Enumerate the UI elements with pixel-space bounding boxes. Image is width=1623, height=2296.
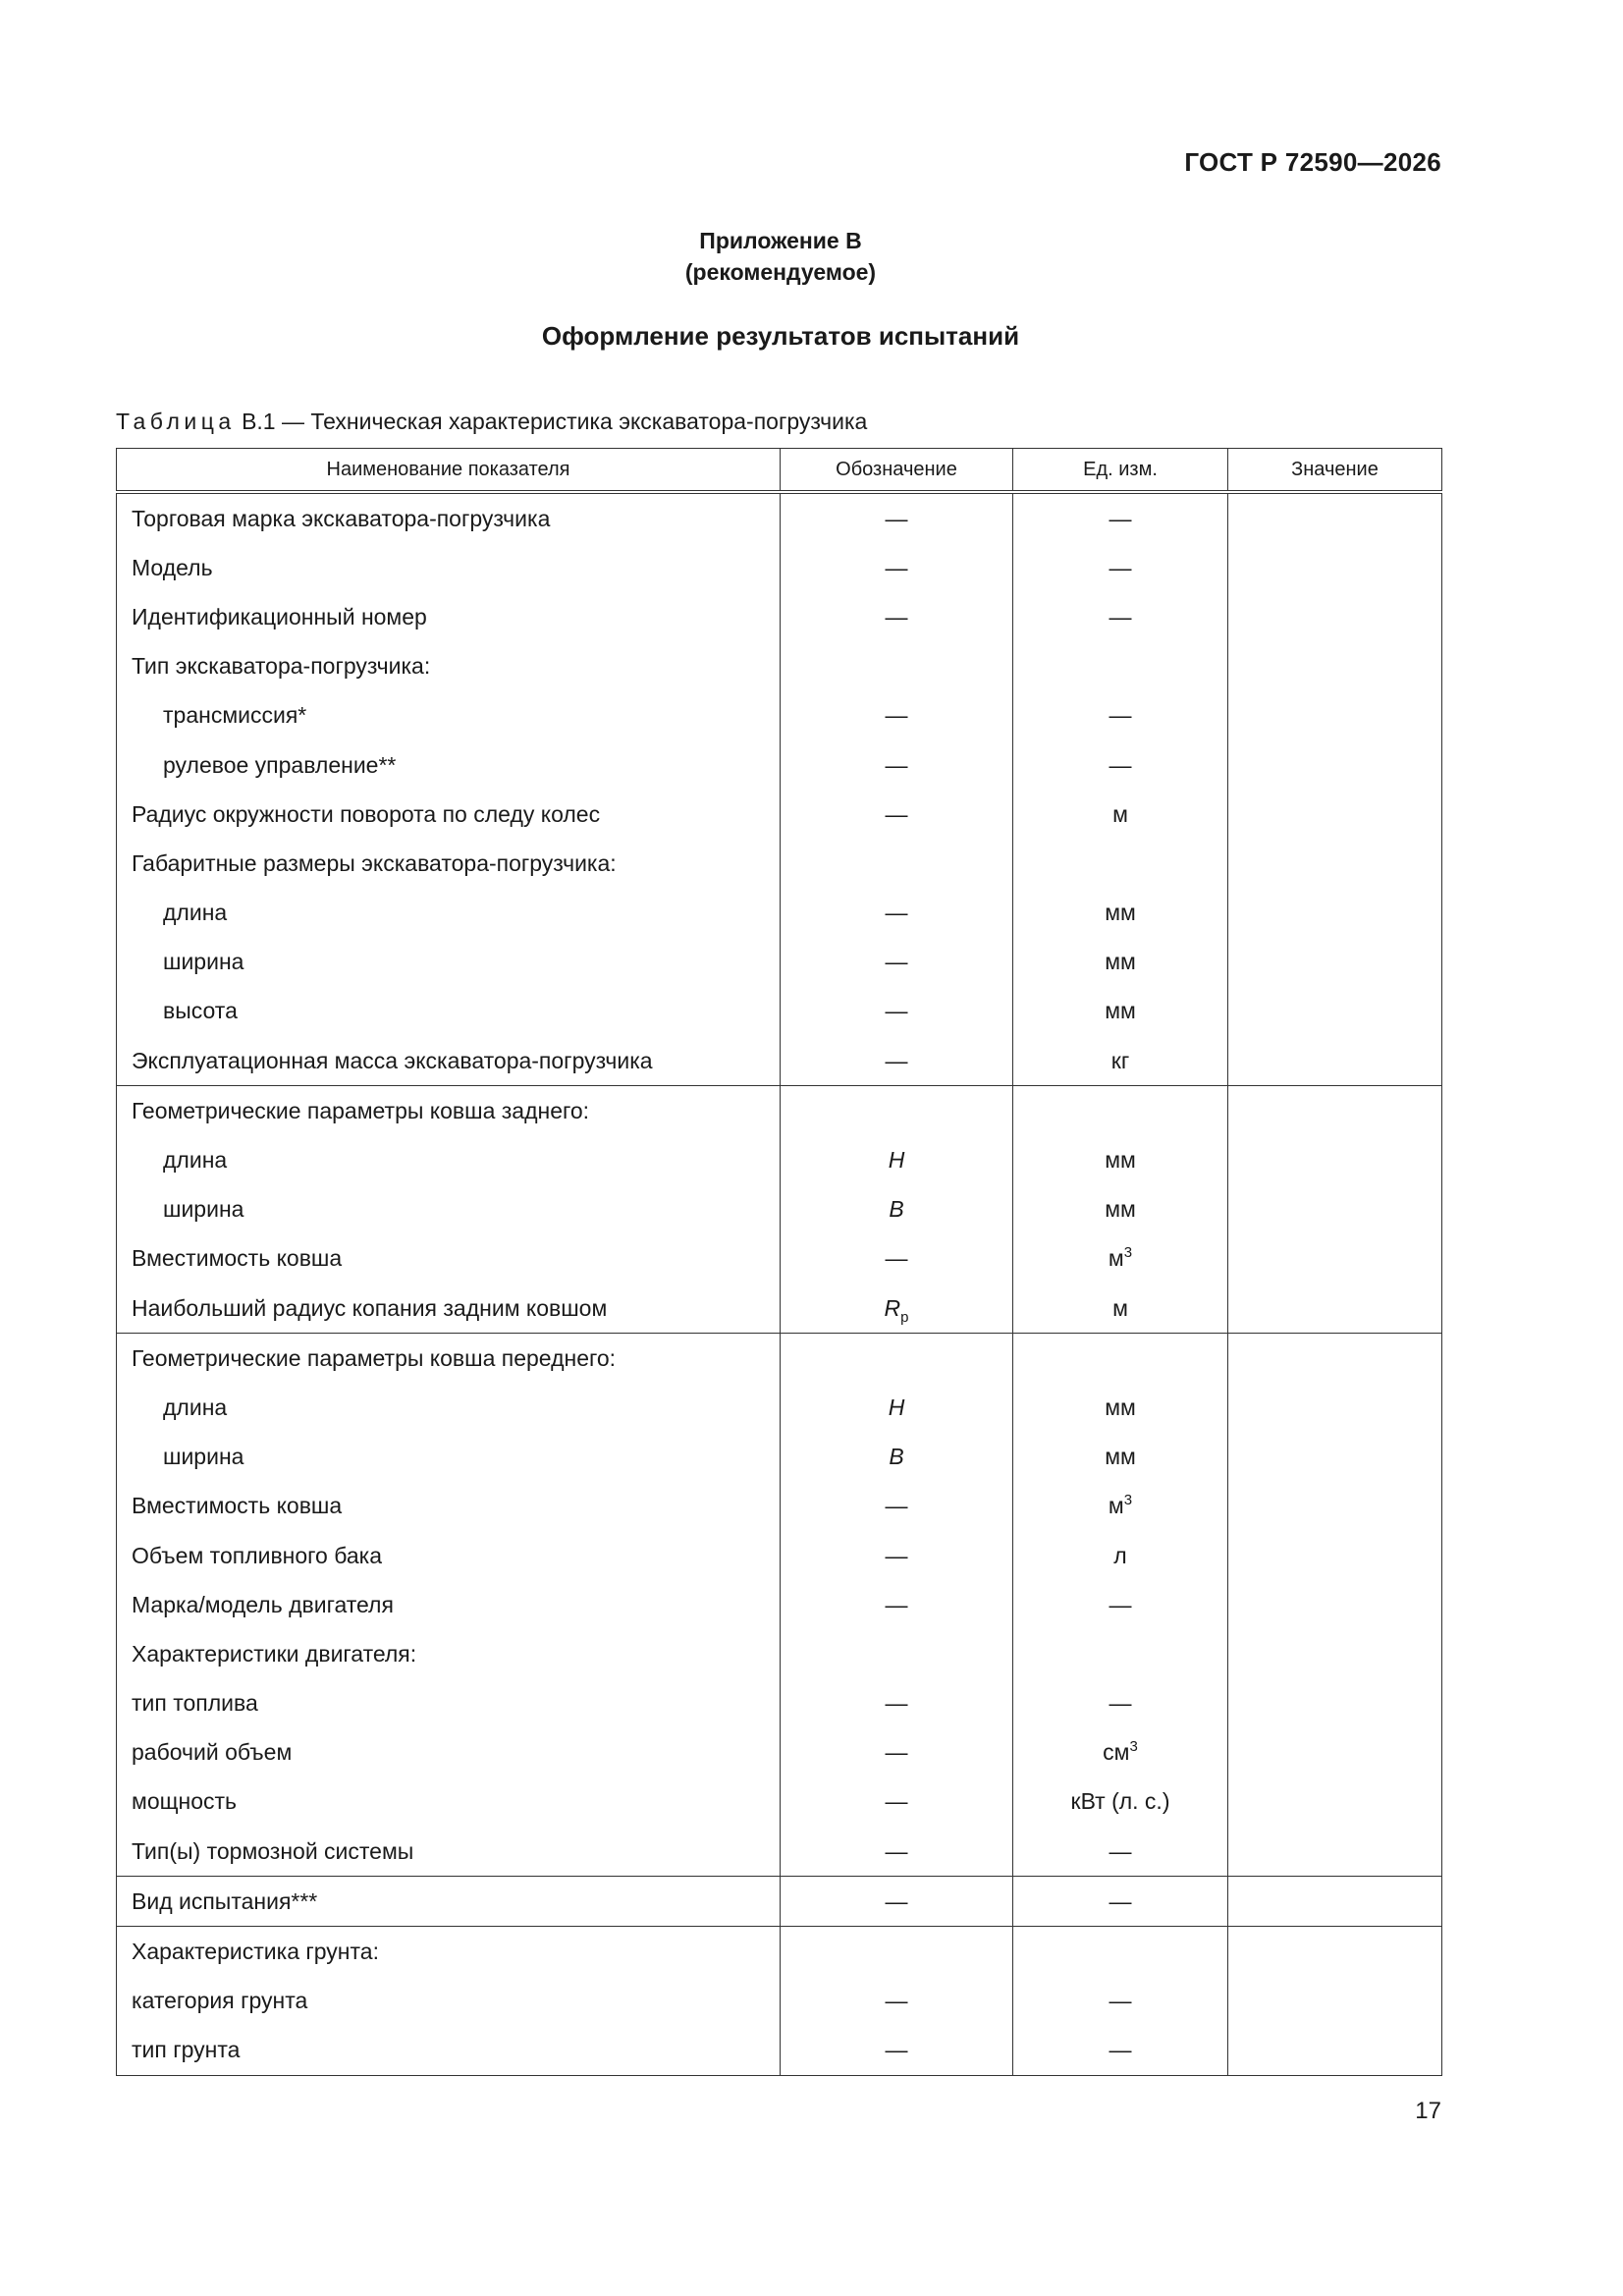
- symbol-text: —: [885, 505, 908, 531]
- cell-value: [1228, 1185, 1442, 1234]
- unit-text: мм: [1105, 1444, 1136, 1470]
- table-row: [117, 1234, 1442, 1284]
- column-header-symbol: Обозначение: [781, 449, 1013, 493]
- spec-table: [116, 448, 1442, 2076]
- cell-value: [1228, 1927, 1442, 1977]
- cell-value: [1228, 1827, 1442, 1877]
- unit-text: —: [1109, 1591, 1132, 1617]
- column-header-name: Наименование показателя: [117, 449, 781, 493]
- cell-name: Торговая марка экскаватора-погрузчика: [117, 492, 781, 543]
- cell-unit: [1013, 1135, 1228, 1184]
- cell-name: Эксплуатационная масса экскаватора-погрузчика: [117, 1036, 781, 1086]
- unit-text: кВт (л. с.): [1070, 1788, 1170, 1815]
- table-row: [117, 1580, 1442, 1629]
- symbol-text: —: [885, 1591, 908, 1617]
- unit-text: —: [1109, 751, 1132, 778]
- table-row: [117, 938, 1442, 987]
- cell-name: трансмиссия*: [117, 691, 781, 740]
- cell-name: Геометрические параметры ковша заднего:: [117, 1086, 781, 1136]
- table-caption-prefix: Таблица: [116, 409, 236, 434]
- table-header-row: [117, 449, 1442, 493]
- unit-text: —: [1109, 1988, 1132, 2014]
- symbol-text: —: [885, 554, 908, 580]
- cell-symbol: [781, 1185, 1013, 1234]
- cell-unit: [1013, 1383, 1228, 1432]
- cell-value: [1228, 1728, 1442, 1777]
- cell-name: категория грунта: [117, 1977, 781, 2026]
- unit-text: кг: [1110, 1047, 1130, 1073]
- cell-unit: [1013, 1036, 1228, 1086]
- cell-unit: [1013, 1086, 1228, 1136]
- cell-name: Марка/модель двигателя: [117, 1580, 781, 1629]
- symbol-text: —: [885, 1245, 908, 1272]
- symbol-text: —: [885, 1837, 908, 1864]
- symbol-text: —: [885, 1887, 908, 1914]
- cell-unit: [1013, 938, 1228, 987]
- table-row: [117, 2026, 1442, 2076]
- cell-name: Тип экскаватора-погрузчика:: [117, 642, 781, 691]
- table-row: [117, 1185, 1442, 1234]
- table-row: [117, 1927, 1442, 1977]
- cell-symbol: [781, 1284, 1013, 1334]
- table-row: [117, 1679, 1442, 1728]
- symbol-text: H: [888, 1394, 905, 1420]
- cell-value: [1228, 790, 1442, 839]
- cell-symbol: [781, 1977, 1013, 2026]
- cell-unit: [1013, 1777, 1228, 1827]
- cell-value: [1228, 1679, 1442, 1728]
- cell-unit: [1013, 1334, 1228, 1384]
- cell-symbol: [781, 1877, 1013, 1927]
- table-row: [117, 1728, 1442, 1777]
- table-row: [117, 1977, 1442, 2026]
- symbol-text: —: [885, 1493, 908, 1519]
- cell-unit: [1013, 1927, 1228, 1977]
- cell-unit: [1013, 740, 1228, 790]
- cell-name: ширина: [117, 1185, 781, 1234]
- table-caption: [116, 409, 867, 435]
- symbol-text: —: [885, 1690, 908, 1717]
- cell-name: Тип(ы) тормозной системы: [117, 1827, 781, 1877]
- table-row: [117, 1135, 1442, 1184]
- cell-unit: [1013, 1580, 1228, 1629]
- section-title: Оформление результатов испытаний: [541, 321, 1020, 351]
- symbol-text: —: [885, 751, 908, 778]
- cell-symbol: [781, 1531, 1013, 1580]
- cell-name: длина: [117, 889, 781, 938]
- cell-value: [1228, 492, 1442, 543]
- column-header-value: Значение: [1228, 449, 1442, 493]
- cell-value: [1228, 1234, 1442, 1284]
- unit-superscript: 3: [1123, 1244, 1133, 1262]
- unit-text: м: [1108, 1493, 1124, 1519]
- table-row: [117, 839, 1442, 888]
- cell-value: [1228, 1629, 1442, 1678]
- cell-name: Вместимость ковша: [117, 1234, 781, 1284]
- unit-text: —: [1109, 554, 1132, 580]
- cell-unit: [1013, 987, 1228, 1036]
- cell-unit: [1013, 492, 1228, 543]
- cell-value: [1228, 592, 1442, 641]
- cell-symbol: [781, 642, 1013, 691]
- unit-text: мм: [1105, 1196, 1136, 1223]
- unit-superscript: 3: [1129, 1738, 1138, 1756]
- cell-name: Характеристики двигателя:: [117, 1629, 781, 1678]
- cell-value: [1228, 1433, 1442, 1482]
- cell-unit: [1013, 1234, 1228, 1284]
- cell-unit: [1013, 1728, 1228, 1777]
- table-row: [117, 889, 1442, 938]
- symbol-text: —: [885, 1542, 908, 1568]
- table-body: [117, 492, 1442, 2076]
- cell-symbol: [781, 1728, 1013, 1777]
- appendix-status: (рекомендуемое): [684, 259, 877, 285]
- cell-value: [1228, 1284, 1442, 1334]
- appendix-title: Приложение В: [699, 228, 862, 253]
- cell-symbol: [781, 691, 1013, 740]
- cell-unit: [1013, 1877, 1228, 1927]
- cell-symbol: [781, 740, 1013, 790]
- cell-unit: [1013, 1284, 1228, 1334]
- symbol-text: —: [885, 603, 908, 629]
- cell-name: длина: [117, 1383, 781, 1432]
- cell-value: [1228, 1383, 1442, 1432]
- unit-text: м: [1108, 1245, 1124, 1272]
- symbol-text: R: [884, 1294, 901, 1321]
- table-row: [117, 1482, 1442, 1531]
- cell-symbol: [781, 2026, 1013, 2076]
- cell-unit: [1013, 889, 1228, 938]
- symbol-text: —: [885, 1788, 908, 1815]
- cell-value: [1228, 1777, 1442, 1827]
- cell-name: Габаритные размеры экскаватора-погрузчика:: [117, 839, 781, 888]
- cell-name: Геометрические параметры ковша переднего:: [117, 1334, 781, 1384]
- cell-unit: [1013, 1482, 1228, 1531]
- symbol-text: —: [885, 998, 908, 1024]
- cell-unit: [1013, 1679, 1228, 1728]
- unit-text: —: [1109, 702, 1132, 729]
- unit-text: —: [1109, 1887, 1132, 1914]
- cell-value: [1228, 1977, 1442, 2026]
- cell-name: рабочий объем: [117, 1728, 781, 1777]
- symbol-text: H: [888, 1147, 905, 1174]
- unit-superscript: 3: [1123, 1492, 1133, 1509]
- cell-symbol: [781, 1383, 1013, 1432]
- cell-symbol: [781, 1482, 1013, 1531]
- unit-text: мм: [1105, 1147, 1136, 1174]
- cell-name: ширина: [117, 938, 781, 987]
- cell-name: Идентификационный номер: [117, 592, 781, 641]
- cell-unit: [1013, 790, 1228, 839]
- table-row: [117, 1036, 1442, 1086]
- cell-value: [1228, 1877, 1442, 1927]
- symbol-text: —: [885, 900, 908, 926]
- table-row: [117, 987, 1442, 1036]
- cell-value: [1228, 740, 1442, 790]
- cell-value: [1228, 1531, 1442, 1580]
- cell-symbol: [781, 1334, 1013, 1384]
- table-row: [117, 543, 1442, 592]
- cell-symbol: [781, 492, 1013, 543]
- unit-text: —: [1109, 505, 1132, 531]
- cell-unit: [1013, 1531, 1228, 1580]
- cell-symbol: [781, 1827, 1013, 1877]
- table-row: [117, 1433, 1442, 1482]
- cell-symbol: [781, 543, 1013, 592]
- table-row: [117, 1827, 1442, 1877]
- table-row: [117, 790, 1442, 839]
- cell-name: высота: [117, 987, 781, 1036]
- symbol-text: —: [885, 2037, 908, 2063]
- unit-text: мм: [1105, 998, 1136, 1024]
- table-row: [117, 592, 1442, 641]
- table-caption-text: В.1 — Техническая характеристика экскаватора-погрузчика: [235, 409, 868, 434]
- unit-text: м: [1112, 800, 1128, 827]
- cell-name: мощность: [117, 1777, 781, 1827]
- table-row: [117, 492, 1442, 543]
- table-row: [117, 691, 1442, 740]
- unit-text: —: [1109, 603, 1132, 629]
- cell-symbol: [781, 592, 1013, 641]
- cell-value: [1228, 1086, 1442, 1136]
- cell-symbol: [781, 1135, 1013, 1184]
- table-row: [117, 1629, 1442, 1678]
- cell-unit: [1013, 1433, 1228, 1482]
- cell-name: длина: [117, 1135, 781, 1184]
- cell-value: [1228, 987, 1442, 1036]
- cell-unit: [1013, 543, 1228, 592]
- cell-unit: [1013, 1629, 1228, 1678]
- table-row: [117, 1383, 1442, 1432]
- unit-text: —: [1109, 2037, 1132, 2063]
- symbol-text: —: [885, 949, 908, 975]
- cell-name: Вместимость ковша: [117, 1482, 781, 1531]
- cell-symbol: [781, 1234, 1013, 1284]
- cell-unit: [1013, 592, 1228, 641]
- unit-text: мм: [1105, 900, 1136, 926]
- symbol-subscript: р: [900, 1308, 909, 1326]
- unit-text: л: [1113, 1542, 1127, 1568]
- cell-name: рулевое управление**: [117, 740, 781, 790]
- cell-value: [1228, 642, 1442, 691]
- cell-unit: [1013, 1977, 1228, 2026]
- table-row: [117, 1531, 1442, 1580]
- cell-value: [1228, 1036, 1442, 1086]
- table-row: [117, 1086, 1442, 1136]
- cell-symbol: [781, 889, 1013, 938]
- unit-text: —: [1109, 1837, 1132, 1864]
- cell-value: [1228, 1334, 1442, 1384]
- cell-symbol: [781, 1433, 1013, 1482]
- cell-unit: [1013, 839, 1228, 888]
- symbol-text: —: [885, 1739, 908, 1766]
- cell-value: [1228, 543, 1442, 592]
- table-row: [117, 1777, 1442, 1827]
- cell-name: Модель: [117, 543, 781, 592]
- cell-value: [1228, 1580, 1442, 1629]
- cell-unit: [1013, 1827, 1228, 1877]
- cell-unit: [1013, 642, 1228, 691]
- cell-value: [1228, 1135, 1442, 1184]
- cell-symbol: [781, 1629, 1013, 1678]
- cell-value: [1228, 1482, 1442, 1531]
- cell-unit: [1013, 2026, 1228, 2076]
- cell-name: ширина: [117, 1433, 781, 1482]
- cell-value: [1228, 839, 1442, 888]
- unit-text: м: [1112, 1294, 1128, 1321]
- table-row: [117, 642, 1442, 691]
- cell-symbol: [781, 839, 1013, 888]
- symbol-text: B: [889, 1444, 904, 1470]
- cell-name: тип топлива: [117, 1679, 781, 1728]
- cell-name: Радиус окружности поворота по следу колес: [117, 790, 781, 839]
- cell-symbol: [781, 987, 1013, 1036]
- table-row: [117, 740, 1442, 790]
- cell-unit: [1013, 1185, 1228, 1234]
- cell-symbol: [781, 1580, 1013, 1629]
- cell-symbol: [781, 938, 1013, 987]
- table-row: [117, 1877, 1442, 1927]
- symbol-text: —: [885, 1047, 908, 1073]
- cell-symbol: [781, 790, 1013, 839]
- unit-text: мм: [1105, 1394, 1136, 1420]
- cell-value: [1228, 691, 1442, 740]
- cell-name: Наибольший радиус копания задним ковшом: [117, 1284, 781, 1334]
- cell-value: [1228, 2026, 1442, 2076]
- cell-name: Характеристика грунта:: [117, 1927, 781, 1977]
- cell-name: тип грунта: [117, 2026, 781, 2076]
- document-code: ГОСТ Р 72590—2026: [1184, 147, 1441, 177]
- unit-text: —: [1109, 1690, 1132, 1717]
- cell-symbol: [781, 1086, 1013, 1136]
- symbol-text: —: [885, 800, 908, 827]
- table-row: [117, 1334, 1442, 1384]
- cell-symbol: [781, 1927, 1013, 1977]
- column-header-unit: Ед. изм.: [1013, 449, 1228, 493]
- cell-value: [1228, 889, 1442, 938]
- cell-unit: [1013, 691, 1228, 740]
- symbol-text: B: [889, 1196, 904, 1223]
- cell-value: [1228, 938, 1442, 987]
- symbol-text: —: [885, 1988, 908, 2014]
- cell-symbol: [781, 1036, 1013, 1086]
- symbol-text: —: [885, 702, 908, 729]
- cell-symbol: [781, 1777, 1013, 1827]
- page-number: 17: [1415, 2098, 1441, 2124]
- unit-text: мм: [1105, 949, 1136, 975]
- unit-text: см: [1103, 1739, 1130, 1766]
- cell-symbol: [781, 1679, 1013, 1728]
- cell-name: Объем топливного бака: [117, 1531, 781, 1580]
- cell-name: Вид испытания***: [117, 1877, 781, 1927]
- table-row: [117, 1284, 1442, 1334]
